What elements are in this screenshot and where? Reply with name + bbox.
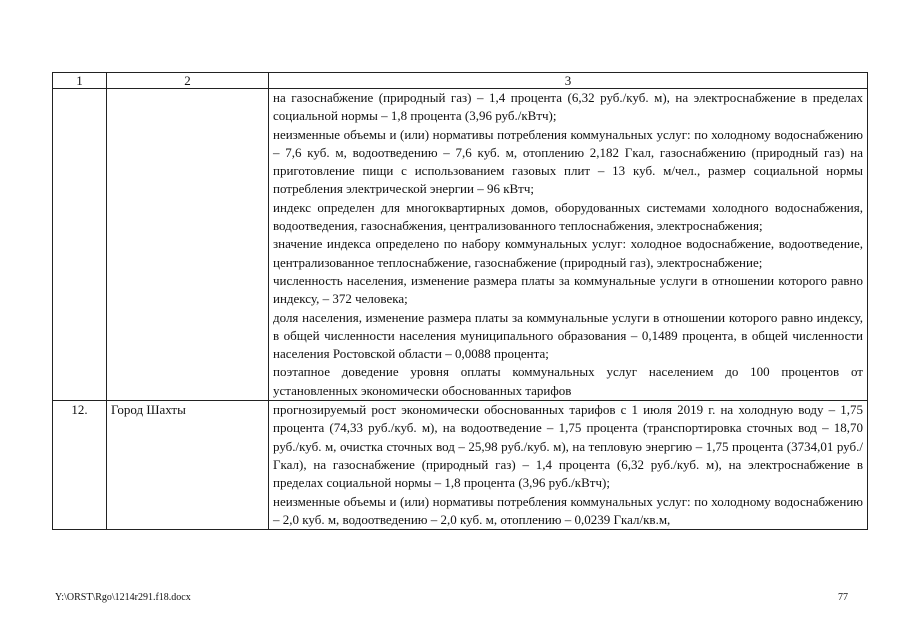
paragraph: доля населения, изменение размера платы за коммунальные услуги в отношении которого равно индексу, в общей численности населения муниципального образования – 0,1489 процента, в общей численности населения Ростовской области – 0,0088 процента; bbox=[273, 309, 863, 362]
paragraph: неизменные объемы и (или) нормативы потребления коммунальных услуг: по холодному водоснабжению – 2,0 куб. м, водоотведению – 2,0 куб. м, отоплению – 0,0239 Гкал/кв.м, bbox=[273, 493, 863, 527]
footer-file-path: Y:\ORST\Rgo\1214r291.f18.docx bbox=[55, 592, 191, 603]
document-table bbox=[52, 72, 868, 530]
paragraph: численность населения, изменение размера платы за коммунальные услуги в отношении которого равно индексу, – 372 человека; bbox=[273, 272, 863, 307]
municipality-cell bbox=[107, 89, 269, 401]
municipality-cell: Город Шахты bbox=[107, 401, 269, 530]
row-number-cell bbox=[53, 89, 107, 401]
row-number-cell: 12. bbox=[53, 401, 107, 530]
paragraph: индекс определен для многоквартирных домов, оборудованных системами холодного водоснабжения, водоотведения, газоснабжения, централизованного теплоснабжения, электроснабжения; bbox=[273, 199, 863, 234]
column-header-3: 3 bbox=[269, 73, 868, 89]
description-cell bbox=[269, 401, 868, 530]
column-header-2: 2 bbox=[107, 73, 269, 89]
table-header-row bbox=[53, 73, 868, 89]
paragraph: значение индекса определено по набору коммунальных услуг: холодное водоснабжение, водоотведение, централизованное теплоснабжение, газоснабжение (природный газ), электроснабжение; bbox=[273, 236, 863, 270]
table-row-12 bbox=[53, 401, 868, 530]
paragraph: на газоснабжение (природный газ) – 1,4 процента (6,32 руб./куб. м), на электроснабжение в пределах социальной нормы – 1,8 процента (3,96 руб./кВтч); bbox=[273, 90, 863, 124]
paragraph: поэтапное доведение уровня оплаты коммунальных услуг населением до 100 процентов от установленных экономически обоснованных тарифов bbox=[273, 364, 863, 398]
table-row-continued bbox=[53, 89, 868, 401]
paragraph: неизменные объемы и (или) нормативы потребления коммунальных услуг: по холодному водоснабжению – 7,6 куб. м, водоотведению – 7,6 куб. м, отоплению 2,182 Гкал, газоснабжению (природный газ) на приготовление пищи с использованием газовых плит – 13 куб. м/чел., размер социальной нормы потребления электрической энергии – 96 кВтч; bbox=[273, 126, 863, 197]
footer-page-number: 77 bbox=[838, 592, 848, 603]
paragraph: прогнозируемый рост экономически обоснованных тарифов с 1 июля 2019 г. на холодную воду – 1,75 процента (74,33 руб./куб. м), на водоотведение – 1,75 процента (транспортировка сточных вод – 18,70 руб./куб. м, очистка сточных вод – 25,98 руб./куб. м), на тепловую энергию – 1,75 процента (3734,01 руб./Гкал), на газоснабжение (природный газ) – 1,4 процента (6,32 руб./куб. м), на электроснабжение в пределах социальной нормы – 1,8 процента (3,96 руб./кВтч); bbox=[273, 402, 863, 491]
column-header-1: 1 bbox=[53, 73, 107, 89]
description-cell bbox=[269, 89, 868, 401]
